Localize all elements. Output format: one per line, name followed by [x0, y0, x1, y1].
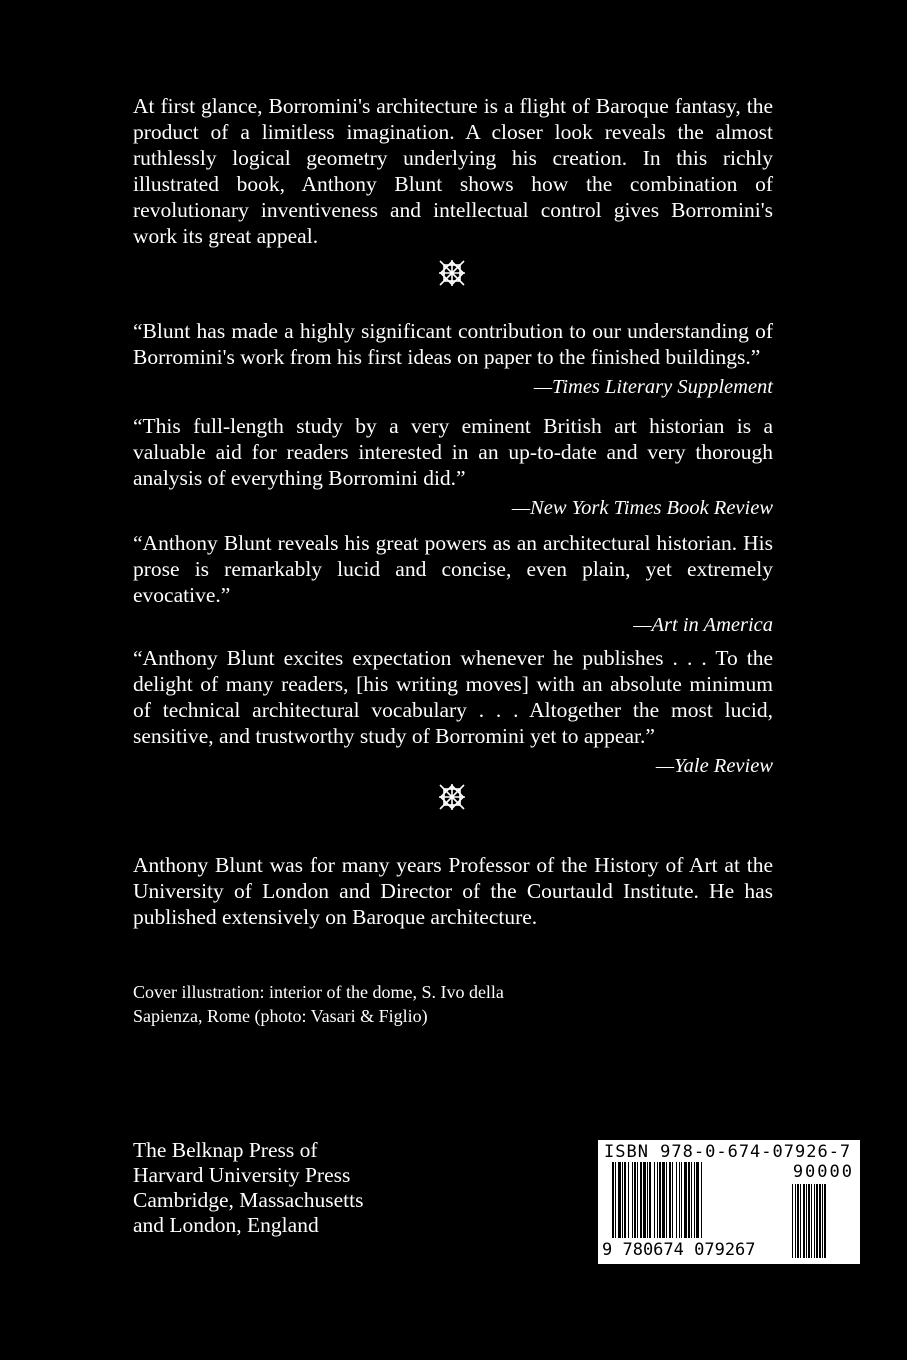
- review-nytbr: [133, 413, 773, 521]
- publisher-line: The Belknap Press of: [133, 1138, 318, 1162]
- review-source: —Yale Review: [655, 755, 773, 777]
- isbn-label: ISBN 978-0-674-07926-7: [604, 1142, 852, 1162]
- review-quote: “Anthony Blunt excites expectation whenever he publishes . . . To the delight of many readers, [his writing moves] with an absolute minimum of technical architectural vocabulary . . . Altogether the most lucid, sensitive, and trustworthy study of Borromini yet to appear.”: [133, 646, 773, 748]
- review-art-in-america: [133, 530, 773, 638]
- intro-section: [133, 93, 773, 249]
- review-quote: “Blunt has made a highly significant contribution to our understanding of Borromini's work from his first ideas on paper to the finished buildings.”: [133, 319, 773, 369]
- publisher-line: Harvard University Press: [133, 1163, 351, 1187]
- publisher-imprint: [133, 1138, 433, 1238]
- ean-digits: 9 780674 079267: [602, 1240, 756, 1260]
- star-ornament-icon: [437, 782, 467, 812]
- credit-text: Cover illustration: interior of the dome, S. Ivo della Sapienza, Rome (photo: Vasari & Figlio): [133, 982, 504, 1026]
- bio-paragraph: Anthony Blunt was for many years Professor of the History of Art at the University of London and Director of the Courtauld Institute. He has published extensively on Baroque architecture.: [133, 853, 773, 929]
- review-source: —Art in America: [633, 614, 773, 636]
- review-tls: [133, 318, 773, 400]
- intro-paragraph: At first glance, Borromini's architecture is a flight of Baroque fantasy, the product of a limitless imagination. A closer look reveals the almost ruthlessly logical geometry underlying his creation. In this richly illustrated book, Anthony Blunt shows how the combination of revolutionary inventiveness and intellectual control gives Borromini's work its great appeal.: [133, 94, 773, 248]
- review-source: —New York Times Book Review: [511, 497, 773, 519]
- author-bio: [133, 852, 773, 930]
- star-ornament-icon: [437, 258, 467, 288]
- review-quote: “Anthony Blunt reveals his great powers as an architectural historian. His prose is remarkably lucid and concise, even plain, yet extremely evocative.”: [133, 531, 773, 607]
- price-code: 90000: [792, 1162, 854, 1182]
- review-source: —Times Literary Supplement: [533, 376, 773, 398]
- cover-credit: [133, 980, 553, 1028]
- review-yale: [133, 645, 773, 779]
- isbn-barcode: [598, 1140, 860, 1264]
- review-quote: “This full-length study by a very eminent British art historian is a valuable aid for readers interested in an up-to-date and very thorough analysis of everything Borromini did.”: [133, 414, 773, 490]
- publisher-line: Cambridge, Massachusetts: [133, 1188, 364, 1212]
- publisher-line: and London, England: [133, 1213, 319, 1237]
